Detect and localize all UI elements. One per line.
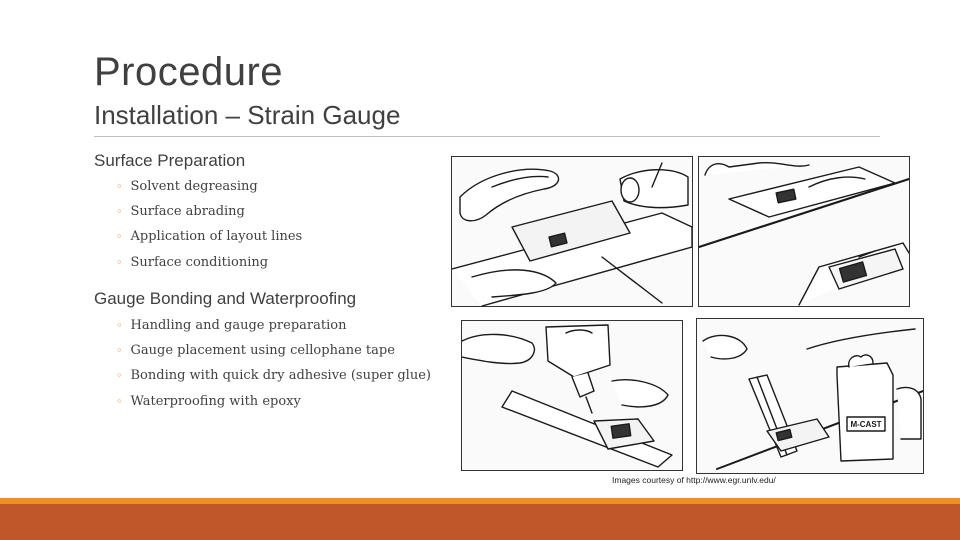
list-item-text: Solvent degreasing (130, 179, 258, 194)
list-item (116, 224, 302, 249)
glue-bottle-label: M-CAST (850, 420, 882, 429)
bullet-circle-icon: ◦ (116, 230, 123, 244)
list-item (116, 199, 302, 224)
list-item (116, 174, 302, 199)
bullet-circle-icon: ◦ (116, 344, 123, 358)
list-item (116, 363, 431, 388)
slide-subtitle: Installation – Strain Gauge (94, 100, 401, 130)
bullet-circle-icon: ◦ (116, 394, 123, 408)
illustration-waterproofing (696, 318, 924, 474)
illustration-layout-lines (698, 156, 910, 307)
list-item-text: Surface abrading (130, 204, 245, 220)
bullet-circle-icon: ◦ (116, 369, 123, 383)
list-item-text: Handling and gauge preparation (130, 318, 347, 333)
illustration-gauge-bonding (461, 320, 683, 471)
list-item-text: Gauge placement using cellophane tape (130, 343, 395, 359)
illustration-surface-tape-application (451, 156, 693, 307)
bullet-circle-icon: ◦ (116, 205, 123, 219)
list-item (116, 338, 431, 363)
section-heading-surface-preparation: Surface Preparation (94, 151, 246, 170)
bullet-circle-icon: ◦ (116, 255, 123, 269)
bullet-circle-icon: ◦ (116, 319, 123, 332)
image-credit: Images courtesy of http://www.egr.unlv.edu/ (612, 475, 776, 485)
bullet-circle-icon: ◦ (116, 180, 123, 193)
list-item-text: Bonding with quick dry adhesive (super glue) (130, 368, 431, 384)
bullet-list-surface-preparation (116, 174, 302, 275)
list-item (116, 250, 302, 275)
list-item (116, 313, 431, 338)
bullet-list-gauge-bonding (116, 313, 431, 414)
slide-title: Procedure (94, 50, 284, 94)
title-divider (94, 136, 880, 137)
list-item-text: Surface conditioning (130, 254, 269, 270)
list-item-text: Application of layout lines (130, 229, 303, 245)
section-heading-gauge-bonding: Gauge Bonding and Waterproofing (94, 289, 357, 308)
footer-accent-bar (0, 504, 960, 540)
list-item-text: Waterproofing with epoxy (130, 393, 301, 409)
list-item (116, 389, 431, 414)
